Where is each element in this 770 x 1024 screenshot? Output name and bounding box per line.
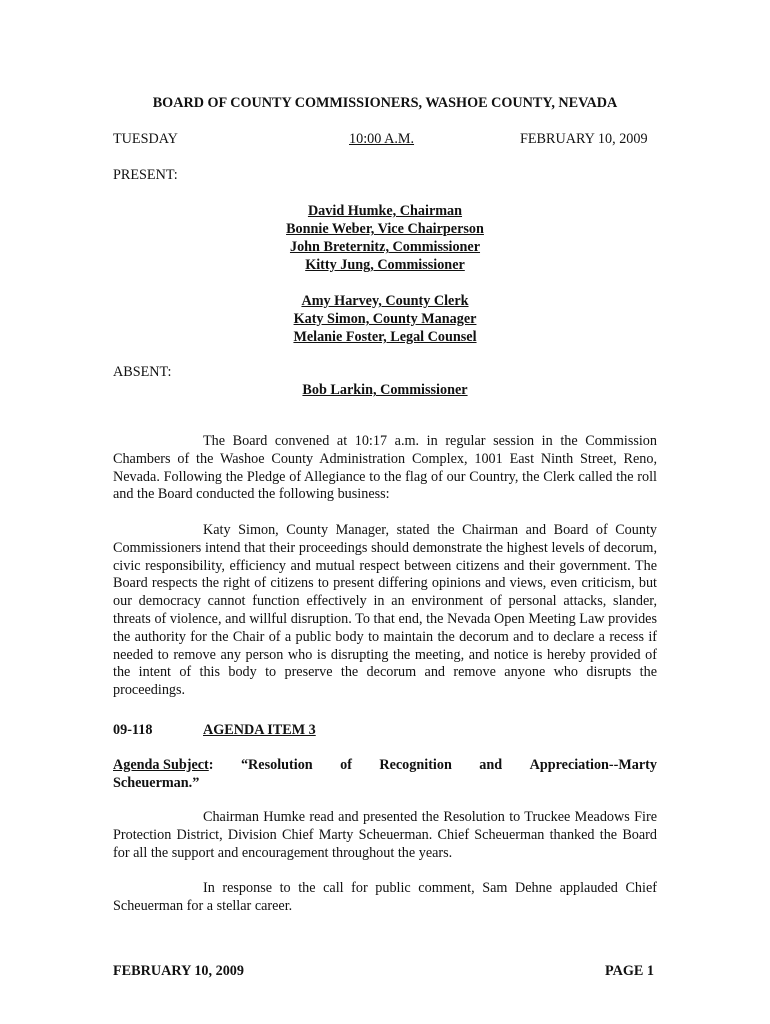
paragraph-decorum: Katy Simon, County Manager, stated the Chairman and Board of County Commissioners intend that their proceedings should demonstrate the highest levels of decorum, civic responsibility, efficiency and mutual respect between citizens and their government. The Board respects the right of citizens to present differing opinions and views, even criticism, but our democracy cannot function effectively in an environment of personal attacks, slander, threats of violence, and willful disruption. To that end, the Nevada Open Meeting Law provides the authority for the Chair of a public body to maintain the decorum and to declare a recess if needed to remove any person who is disrupting the meeting, and notice is hereby provided of the intent of this body to preserve the decorum and remove anyone who disrupts the proceedings. [113,522,657,699]
absent-member: Bob Larkin, Commissioner [302,382,468,398]
agenda-subject-word: Appreciation--Marty [529,757,657,773]
agenda-subject-label-wrap [113,756,214,774]
present-label: PRESENT: [113,167,178,183]
meeting-time: 10:00 A.M. [349,131,415,147]
document-title: BOARD OF COUNTY COMMISSIONERS, WASHOE COUNTY, NEVADA [152,95,618,111]
present-staff: Katy Simon, County Manager [293,311,477,327]
agenda-subject-word: of [340,757,352,773]
item-number: 09-118 [113,722,153,738]
footer-date: FEBRUARY 10, 2009 [113,963,244,979]
agenda-subject-continuation: Scheuerman.” [113,775,200,791]
meeting-date: FEBRUARY 10, 2009 [520,131,648,147]
agenda-subject-line [113,756,657,774]
present-staff: Amy Harvey, County Clerk [301,293,469,309]
present-member: David Humke, Chairman [307,203,463,219]
present-member: Kitty Jung, Commissioner [305,257,465,273]
present-member: John Breternitz, Commissioner [289,239,481,255]
agenda-subject-word: Recognition [379,757,452,773]
meeting-day: TUESDAY [113,131,178,147]
agenda-subject-word: “Resolution [240,757,313,773]
paragraph-convened: The Board convened at 10:17 a.m. in regular session in the Commission Chambers of the Washoe County Administration Complex, 1001 East Ninth Street, Reno, Nevada. Following the Pledge of Allegiance to the flag of our Country, the Clerk called the roll and the Board conducted the following business: [113,433,657,503]
item-title: AGENDA ITEM 3 [203,722,316,738]
agenda-subject-label: Agenda Subject [113,757,209,773]
agenda-subject-colon: : [208,757,214,773]
present-member: Bonnie Weber, Vice Chairperson [286,221,484,237]
present-staff: Melanie Foster, Legal Counsel [293,329,477,345]
paragraph-resolution: Chairman Humke read and presented the Resolution to Truckee Meadows Fire Protection District, Division Chief Marty Scheuerman. Chief Scheuerman thanked the Board for all the support and encouragement throughout the years. [113,809,657,861]
paragraph-public-comment: In response to the call for public comment, Sam Dehne applauded Chief Scheuerman for a stellar career. [113,880,657,914]
absent-label: ABSENT: [113,364,172,380]
agenda-subject-word: and [479,757,503,773]
footer-page-number: PAGE 1 [605,963,654,979]
